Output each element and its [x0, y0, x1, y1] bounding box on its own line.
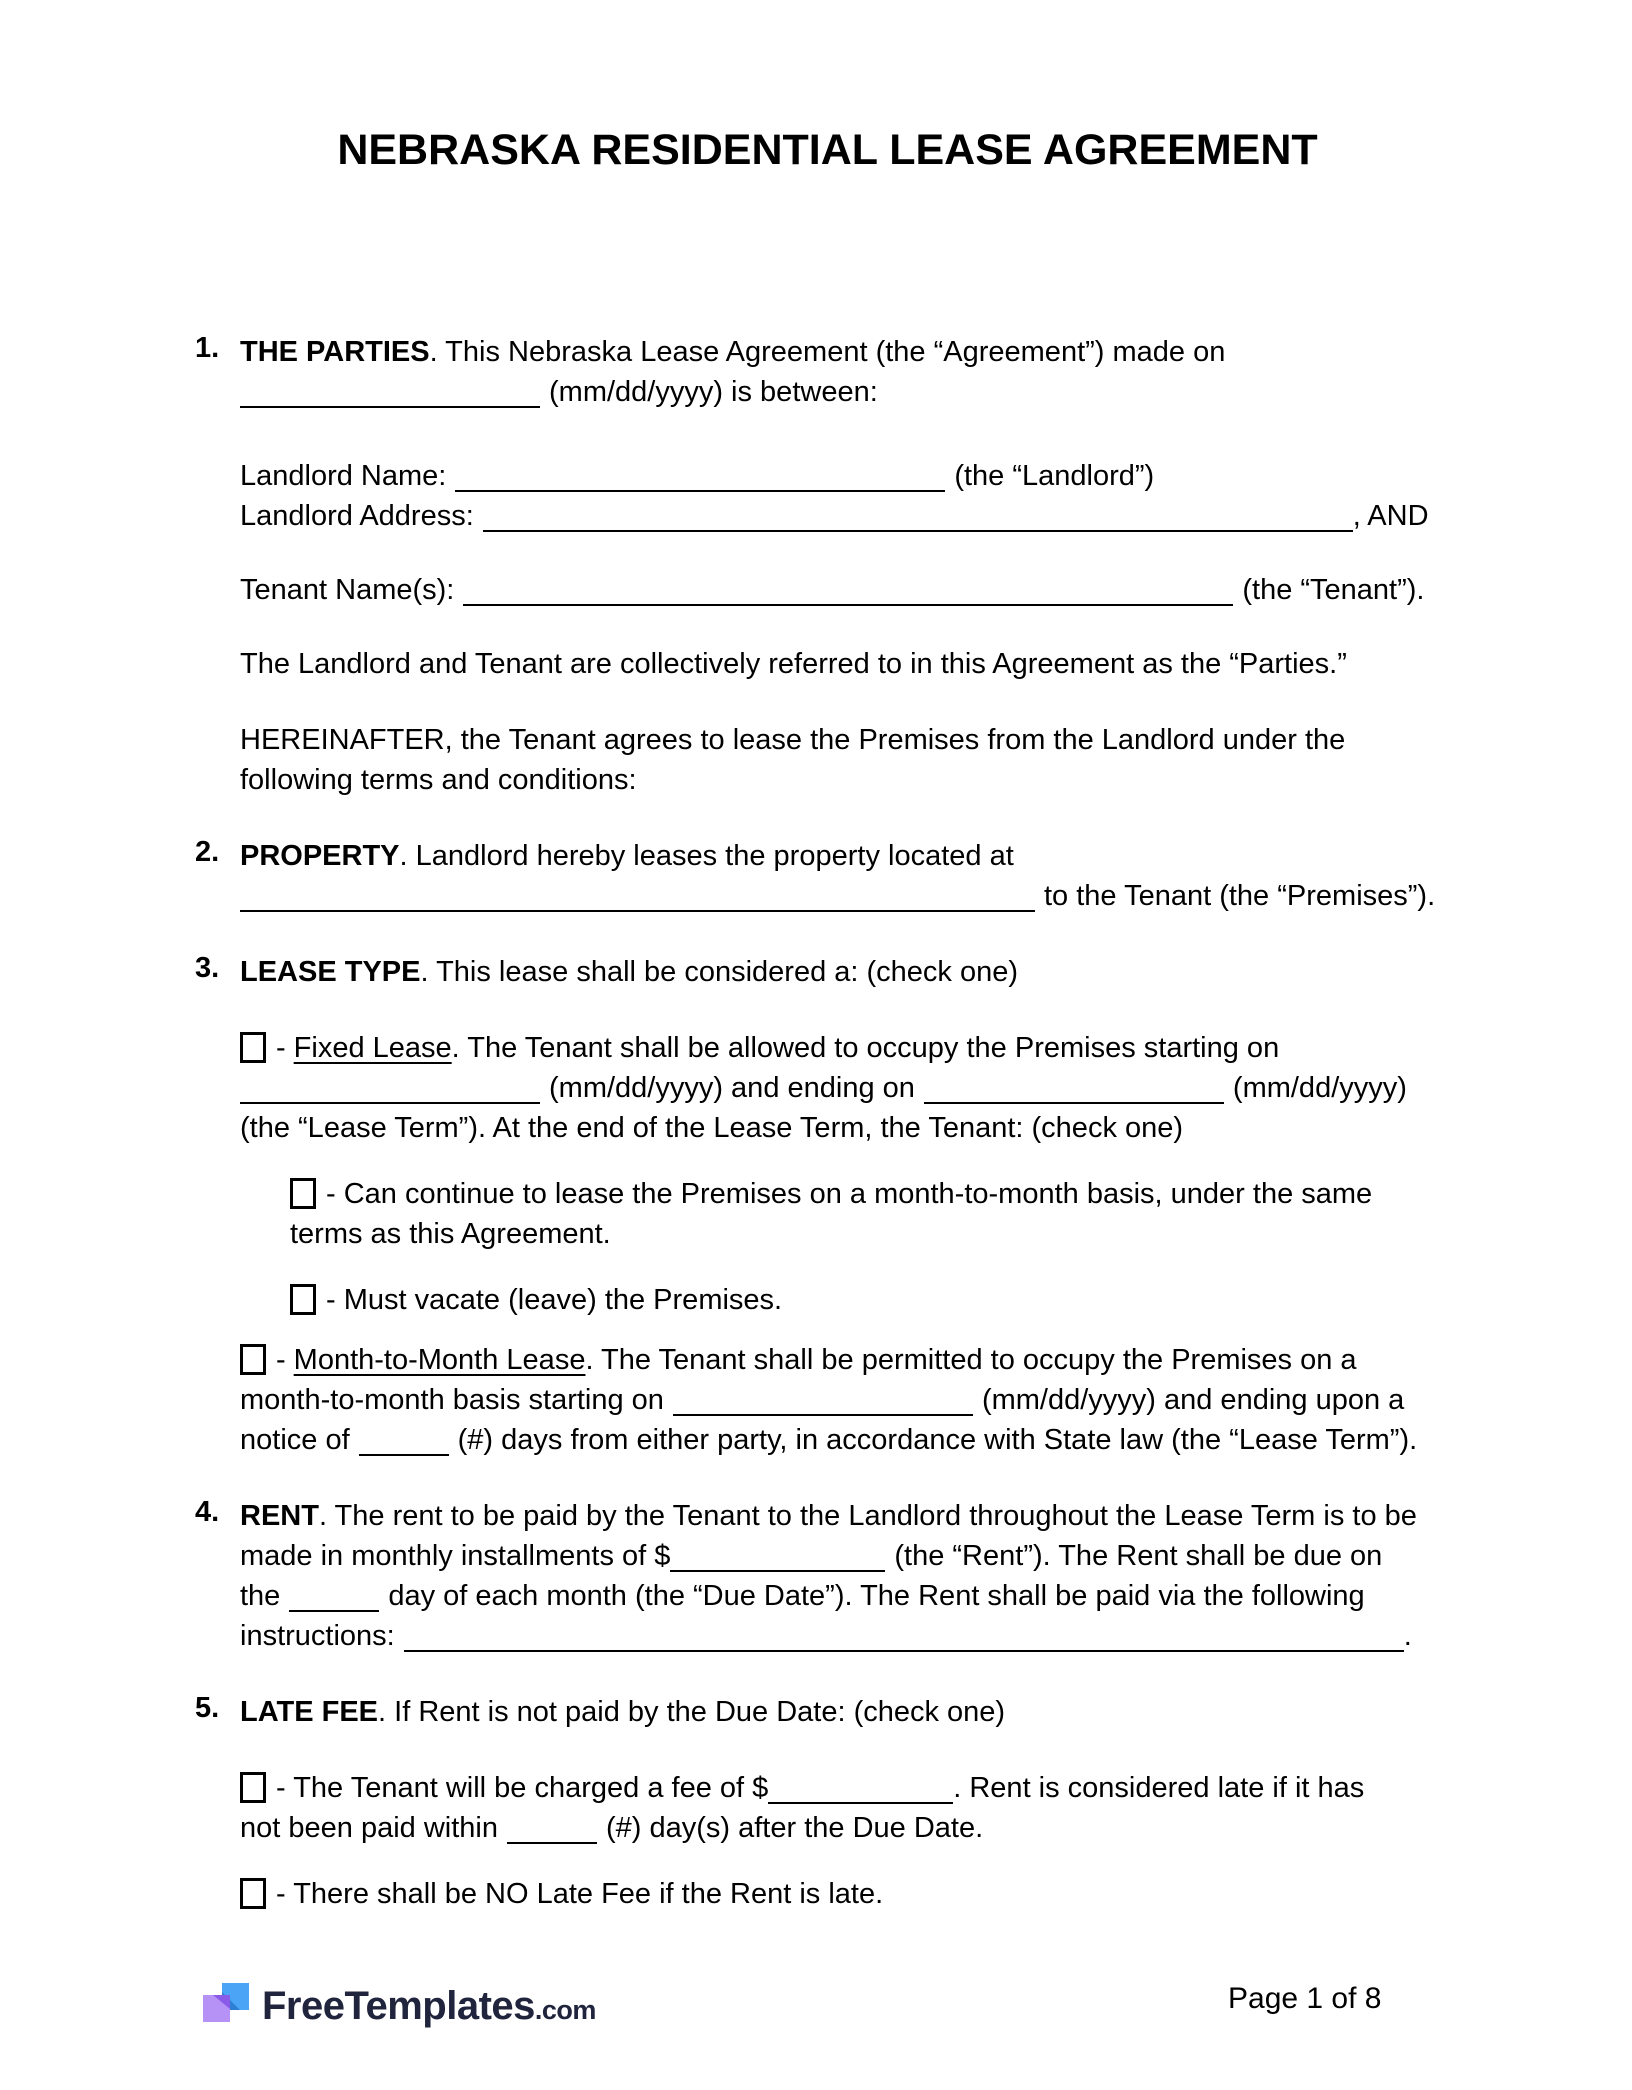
fixed-lease-line-2	[240, 1068, 1460, 1108]
m2m-line-1	[240, 1340, 1460, 1380]
paragraph-text: , AND	[1352, 500, 1429, 532]
paragraph-text: (the “Tenant”).	[1242, 574, 1425, 606]
paragraph-text: - There shall be NO Late Fee if the Rent is late.	[276, 1878, 884, 1910]
m2m-line-2	[240, 1380, 1460, 1420]
option-continue-line-2: terms as this Agreement.	[290, 1218, 611, 1250]
paragraph-text: . The Tenant shall be permitted to occupy the Premises on a	[585, 1344, 1357, 1376]
section-heading: PROPERTY	[240, 840, 400, 872]
collective-line: The Landlord and Tenant are collectively referred to in this Agreement as the “Parties.”	[240, 648, 1347, 680]
paragraph-text: . The rent to be paid by the Tenant to the Landlord throughout the Lease Term is to be	[318, 1500, 1417, 1532]
month-to-month-checkbox[interactable]	[240, 1344, 266, 1375]
fixed-lease-line-3: (the “Lease Term”). At the end of the Lease Term, the Tenant: (check one)	[240, 1112, 1184, 1144]
late-fee-line-1	[240, 1692, 1460, 1732]
section-number: 2.	[195, 836, 220, 868]
paragraph-text: notice of	[240, 1424, 350, 1456]
paragraph-text: instructions:	[240, 1620, 395, 1652]
document-title: NEBRASKA RESIDENTIAL LEASE AGREEMENT	[337, 126, 1318, 174]
fixed-lease-label: Fixed Lease	[293, 1032, 452, 1064]
hereinafter-line-2: following terms and conditions:	[240, 764, 637, 796]
paragraph-text: (mm/dd/yyyy)	[1232, 1072, 1407, 1104]
paragraph-text: . Rent is considered late if it has	[953, 1772, 1365, 1804]
paragraph-text: made in monthly installments of $	[240, 1540, 671, 1572]
late-days-blank[interactable]	[507, 1816, 597, 1844]
paragraph-text: . If Rent is not paid by the Due Date: (check one)	[378, 1696, 1006, 1728]
paragraph-text: . This lease shall be considered a: (check one)	[420, 956, 1019, 988]
section-heading: LATE FEE	[240, 1696, 379, 1728]
paragraph-text: not been paid within	[240, 1812, 498, 1844]
landlord-address-blank[interactable]	[483, 504, 1353, 532]
section-heading: RENT	[240, 1500, 319, 1532]
document-body	[0, 332, 1632, 1914]
paragraph-text: (mm/dd/yyyy) and ending upon a	[981, 1384, 1405, 1416]
option-continue-line-1	[290, 1174, 1460, 1214]
paragraph-text: the	[240, 1580, 281, 1612]
paragraph-text: -	[276, 1344, 286, 1376]
footer-brand	[202, 1983, 596, 2031]
option-vacate-line	[290, 1280, 1460, 1320]
section-number: 1.	[195, 332, 220, 364]
landlord-address-line	[240, 496, 1460, 536]
paragraph-text: .	[1403, 1620, 1412, 1652]
section-late-fee	[195, 1692, 1460, 1914]
paragraph-text: (the “Landlord”)	[954, 460, 1155, 492]
late-fee-option-2-line	[240, 1874, 1460, 1914]
paragraph-text: -	[276, 1032, 286, 1064]
paragraph-text: (the “Rent”). The Rent shall be due on	[894, 1540, 1383, 1572]
paragraph-text: . The Tenant shall be allowed to occupy the Premises starting on	[451, 1032, 1280, 1064]
paragraph-text: month-to-month basis starting on	[240, 1384, 664, 1416]
landlord-address-label: Landlord Address:	[240, 500, 474, 532]
month-to-month-label: Month-to-Month Lease	[293, 1344, 586, 1376]
late-fee-charged-checkbox[interactable]	[240, 1772, 266, 1803]
rent-line-2	[240, 1536, 1460, 1576]
landlord-name-label: Landlord Name:	[240, 460, 447, 492]
option-continue-checkbox[interactable]	[290, 1178, 316, 1209]
rent-amount-blank[interactable]	[670, 1544, 885, 1572]
parties-line-1	[240, 332, 1460, 372]
fixed-lease-line-1	[240, 1028, 1460, 1068]
no-late-fee-checkbox[interactable]	[240, 1878, 266, 1909]
freetemplates-logo-icon	[202, 1983, 250, 2031]
lease-type-line-1	[240, 952, 1460, 992]
m2m-start-date-blank[interactable]	[673, 1388, 973, 1416]
section-number: 3.	[195, 952, 220, 984]
brand-name-text: FreeTemplates	[262, 1984, 535, 2028]
notice-days-blank[interactable]	[359, 1428, 449, 1456]
property-line-2	[240, 876, 1460, 916]
paragraph-text: (mm/dd/yyyy) is between:	[549, 376, 878, 408]
property-address-blank[interactable]	[240, 884, 1035, 912]
paragraph-text: (mm/dd/yyyy) and ending on	[549, 1072, 915, 1104]
rent-line-4	[240, 1616, 1460, 1656]
late-fee-option-1-line-2	[240, 1808, 1460, 1848]
agreement-date-blank[interactable]	[240, 380, 540, 408]
paragraph-text: to the Tenant (the “Premises”).	[1044, 880, 1436, 912]
hereinafter-line-1: HEREINAFTER, the Tenant agrees to lease the Premises from the Landlord under the	[240, 724, 1346, 756]
m2m-line-3	[240, 1420, 1460, 1460]
property-line-1	[240, 836, 1460, 876]
section-heading: LEASE TYPE	[240, 956, 421, 988]
paragraph-text: . Landlord hereby leases the property located at	[399, 840, 1014, 872]
section-property	[195, 836, 1460, 916]
paragraph-text: day of each month (the “Due Date”). The Rent shall be paid via the following	[388, 1580, 1365, 1612]
page-number: Page 1 of 8	[1228, 1982, 1382, 2015]
section-lease-type	[195, 952, 1460, 1460]
section-heading: THE PARTIES	[240, 336, 430, 368]
brand-tld: .com	[534, 1995, 596, 2025]
paragraph-text: - Must vacate (leave) the Premises.	[326, 1284, 783, 1316]
late-fee-amount-blank[interactable]	[768, 1776, 953, 1804]
brand-name	[262, 1985, 596, 2031]
paragraph-text: (#) days from either party, in accordance with State law (the “Lease Term”).	[457, 1424, 1418, 1456]
payment-instructions-blank[interactable]	[404, 1624, 1404, 1652]
tenant-name-line	[240, 570, 1460, 610]
paragraph-text: - The Tenant will be charged a fee of $	[276, 1772, 769, 1804]
section-number: 4.	[195, 1496, 220, 1528]
due-day-blank[interactable]	[289, 1584, 379, 1612]
paragraph-text: - Can continue to lease the Premises on a month-to-month basis, under the same	[326, 1178, 1373, 1210]
fixed-end-date-blank[interactable]	[924, 1076, 1224, 1104]
fixed-lease-checkbox[interactable]	[240, 1032, 266, 1063]
fixed-start-date-blank[interactable]	[240, 1076, 540, 1104]
rent-line-1	[240, 1496, 1460, 1536]
section-number: 5.	[195, 1692, 220, 1724]
late-fee-option-1-line-1	[240, 1768, 1460, 1808]
section-parties	[195, 332, 1460, 800]
paragraph-text: . This Nebraska Lease Agreement (the “Agreement”) made on	[429, 336, 1226, 368]
parties-line-2	[240, 372, 1460, 412]
fixed-lease-options	[240, 1174, 1460, 1320]
tenant-name-label: Tenant Name(s):	[240, 574, 455, 606]
landlord-name-line	[240, 456, 1460, 496]
section-rent	[195, 1496, 1460, 1656]
option-vacate-checkbox[interactable]	[290, 1284, 316, 1315]
tenant-names-blank[interactable]	[463, 578, 1233, 606]
landlord-name-blank[interactable]	[455, 464, 945, 492]
rent-line-3	[240, 1576, 1460, 1616]
paragraph-text: (#) day(s) after the Due Date.	[605, 1812, 984, 1844]
